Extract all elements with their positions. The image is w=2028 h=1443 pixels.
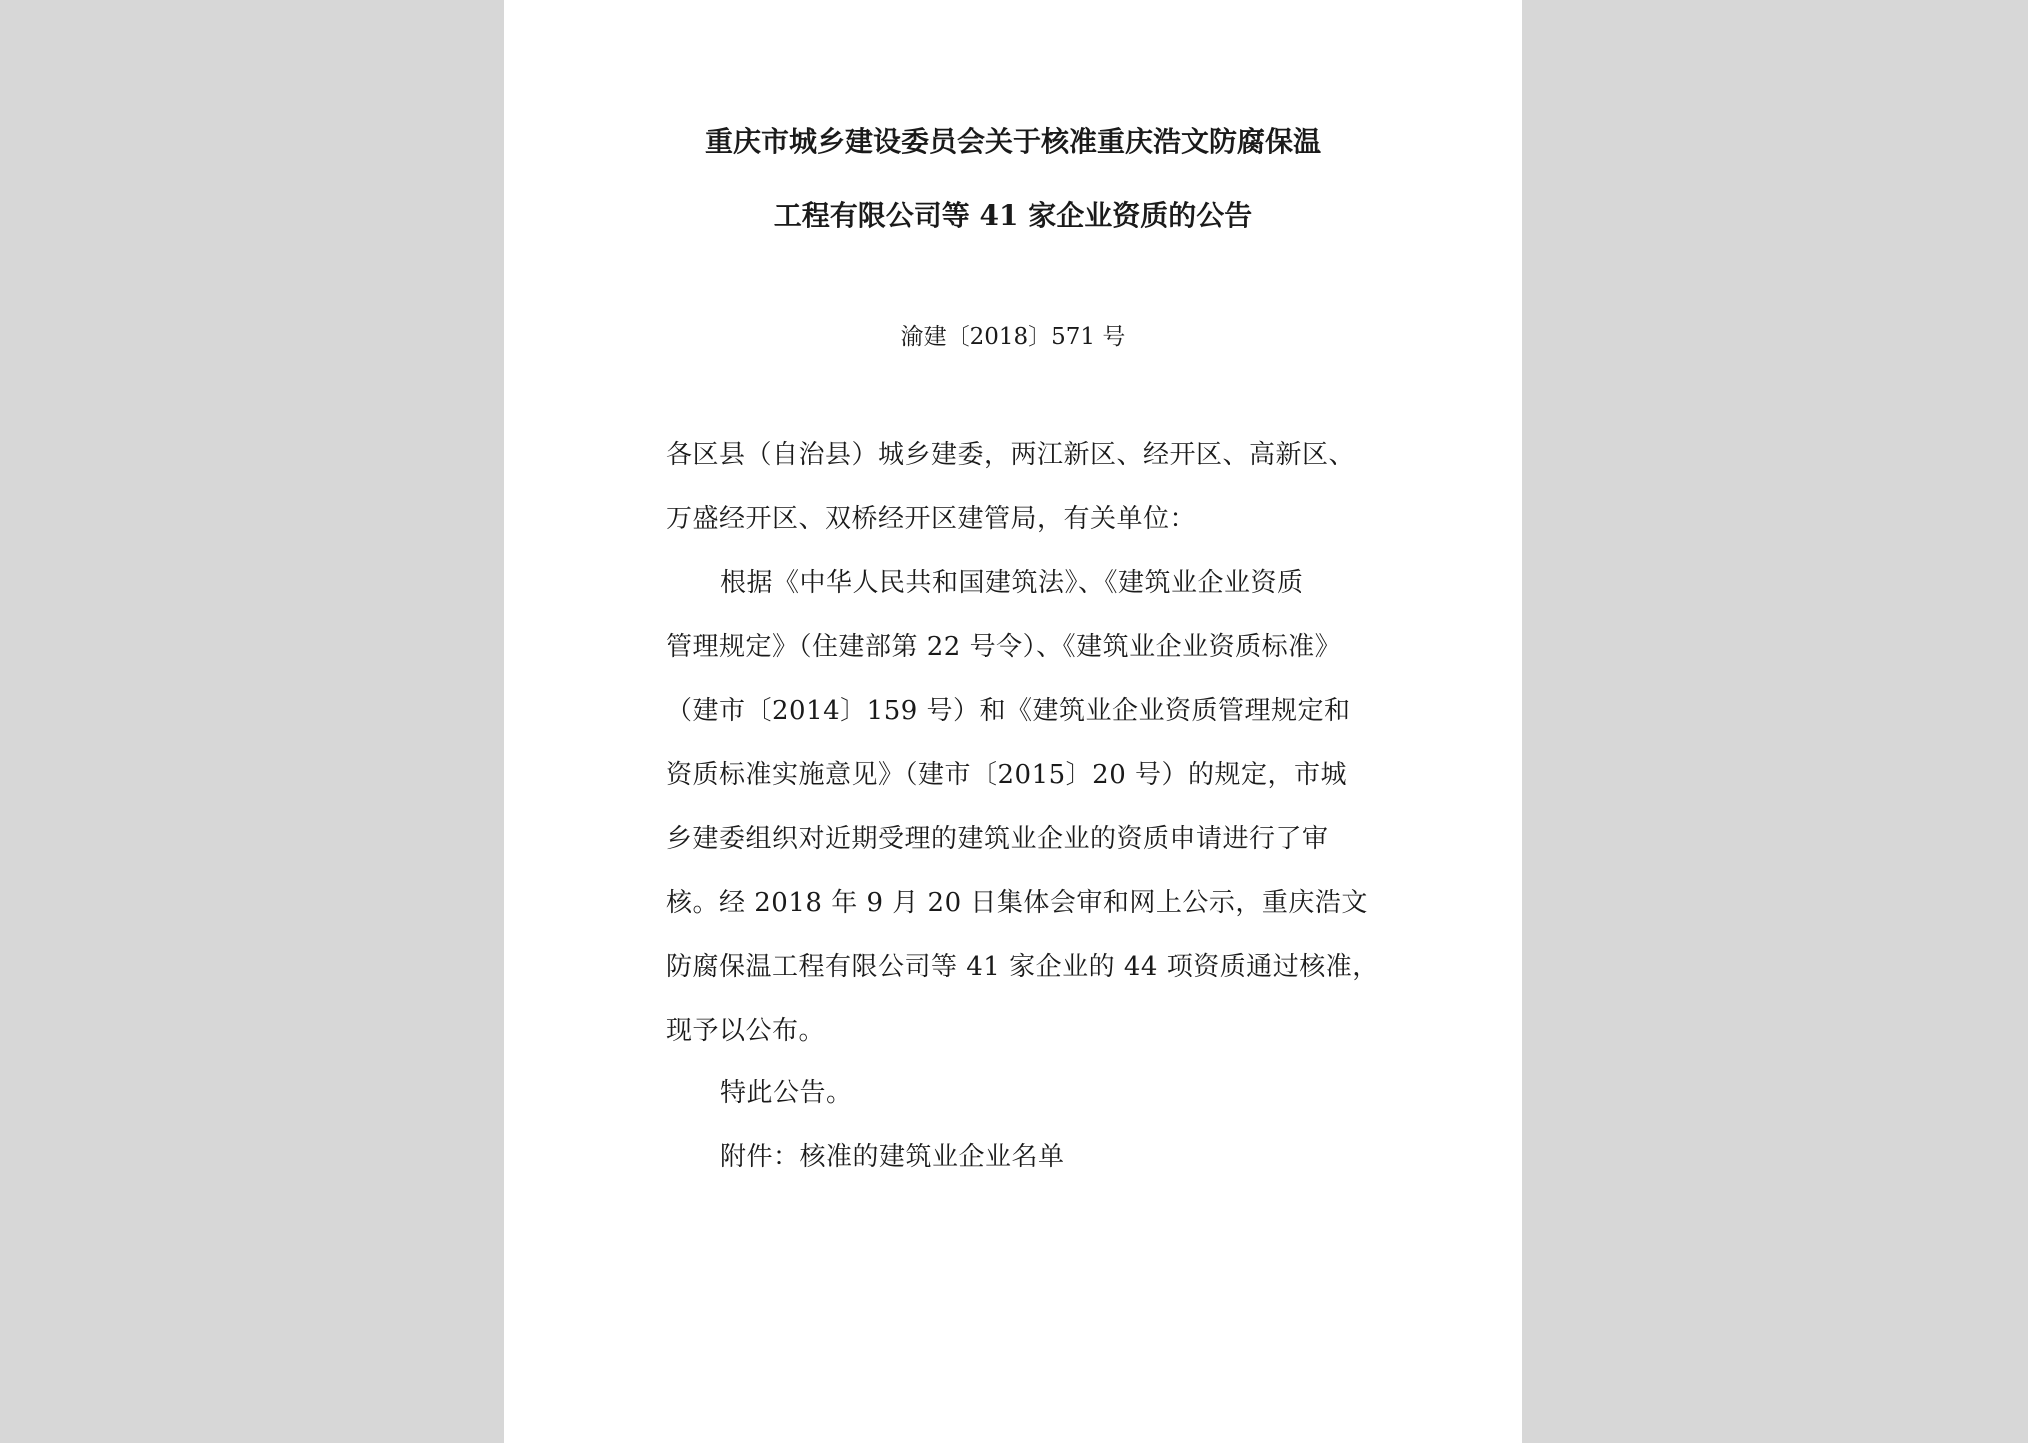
body-line-4: 资质标准实施意见》（建市〔2015〕20 号）的规定，市城 bbox=[666, 760, 1348, 790]
body-line-6: 核。经 2018 年 9 月 20 日集体会审和网上公示，重庆浩文 bbox=[666, 888, 1368, 918]
body-line-5: 乡建委组织对近期受理的建筑业企业的资质申请进行了审 bbox=[666, 824, 1329, 854]
body-line-3: （建市〔2014〕159 号）和《建筑业企业资质管理规定和 bbox=[666, 696, 1351, 726]
body-line-8: 现予以公布。 bbox=[666, 1016, 826, 1046]
document-page bbox=[504, 0, 1522, 1443]
recipients-line-1: 各区县（自治县）城乡建委，两江新区、经开区、高新区、 bbox=[666, 440, 1356, 470]
document-title-line-2: 工程有限公司等 41 家企业资质的公告 bbox=[773, 199, 1253, 232]
body-line-2: 管理规定》（住建部第 22 号令）、《建筑业企业资质标准》 bbox=[666, 632, 1342, 662]
body-line-1: 根据《中华人民共和国建筑法》、《建筑业企业资质 bbox=[720, 568, 1304, 598]
closing-text: 特此公告。 bbox=[720, 1078, 853, 1108]
attachment-text: 附件：核准的建筑业企业名单 bbox=[720, 1142, 1065, 1172]
document-title-line-1: 重庆市城乡建设委员会关于核准重庆浩文防腐保温 bbox=[704, 125, 1321, 158]
body-line-7: 防腐保温工程有限公司等 41 家企业的 44 项资质通过核准， bbox=[666, 952, 1379, 982]
recipients-line-2: 万盛经开区、双桥经开区建管局，有关单位： bbox=[666, 504, 1197, 534]
document-number: 渝建〔2018〕571 号 bbox=[900, 324, 1126, 350]
